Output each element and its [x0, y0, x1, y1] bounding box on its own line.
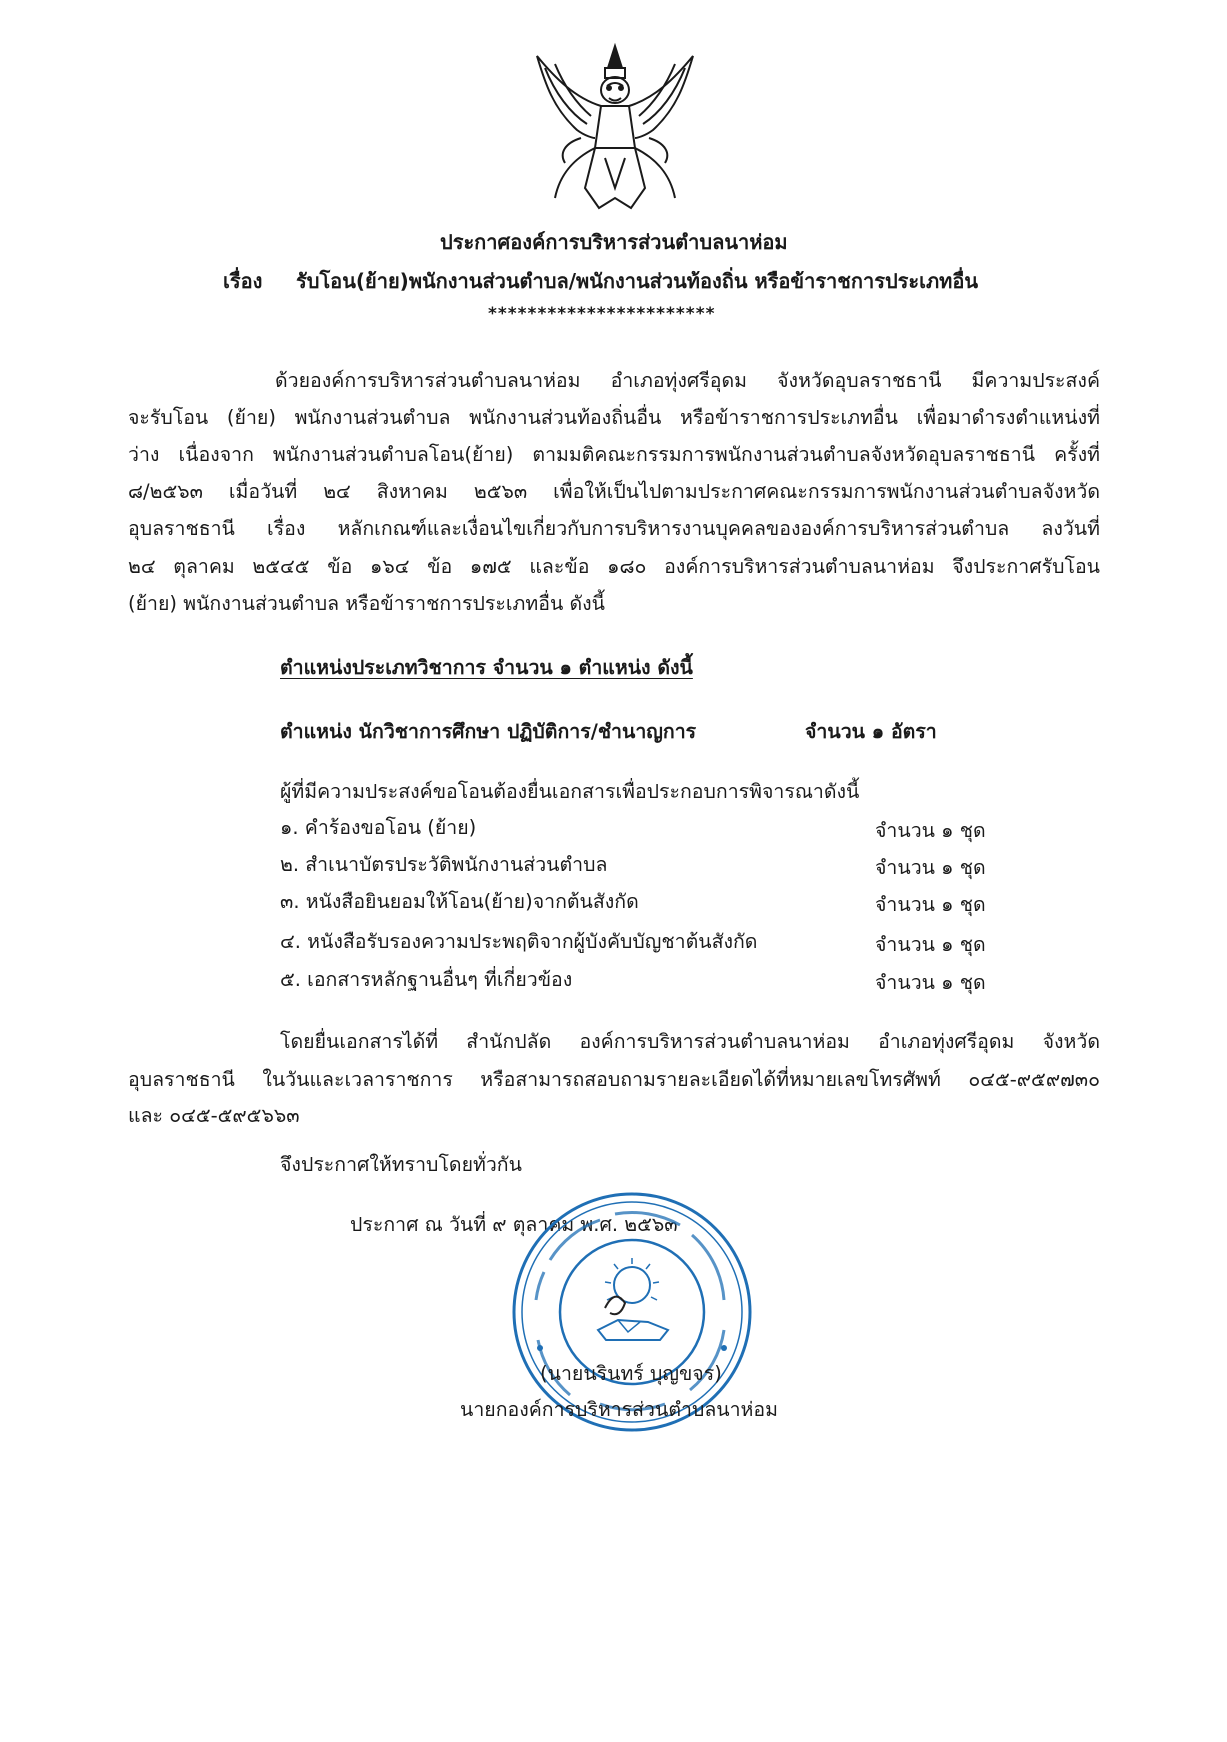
document-qty-3: จำนวน ๑ ชุด: [875, 893, 986, 916]
subject-text: รับโอน(ย้าย)พนักงานส่วนตำบล/พนักงานส่วนท้องถิ่น หรือข้าราชการประเภทอื่น: [296, 269, 979, 293]
paragraph-line-6: ๒๔ ตุลาคม ๒๕๔๕ ข้อ ๑๖๔ ข้อ ๑๗๕ และข้อ ๑๘๐ องค์การบริหารส่วนตำบลนาห่อม จึงประกาศรับโอน: [128, 555, 1100, 578]
submission-line-2: อุบลราชธานี ในวันและเวลาราชการ หรือสามารถสอบถามรายละเอียดได้ที่หมายเลขโทรศัพท์ ๐๔๕-๙๕๙๗๓๐: [128, 1068, 1100, 1091]
position-label: ตำแหน่ง นักวิชาการศึกษา ปฏิบัติการ/ชำนาญการ: [280, 720, 697, 743]
document-qty-1: จำนวน ๑ ชุด: [875, 819, 986, 842]
section-heading: ตำแหน่งประเภทวิชาการ จำนวน ๑ ตำแหน่ง ดังนี้: [280, 656, 693, 679]
paragraph-line-2: จะรับโอน (ย้าย) พนักงานส่วนตำบล พนักงานส่วนท้องถิ่นอื่น หรือข้าราชการประเภทอื่น เพื่อมาดำรงตำแหน่งที่: [128, 406, 1100, 429]
document-qty-5: จำนวน ๑ ชุด: [875, 971, 986, 994]
submission-line-3: และ ๐๔๕-๕๙๕๖๖๓: [128, 1104, 300, 1127]
document-qty-2: จำนวน ๑ ชุด: [875, 856, 986, 879]
paragraph-line-1: ด้วยองค์การบริหารส่วนตำบลนาห่อม อำเภอทุ่งศรีอุดม จังหวัดอุบลราชธานี มีความประสงค์: [275, 369, 1100, 392]
submission-line-1: โดยยื่นเอกสารได้ที่ สำนักปลัด องค์การบริหารส่วนตำบลนาห่อม อำเภอทุ่งศรีอุดม จังหวัด: [280, 1030, 1100, 1053]
closing-text: จึงประกาศให้ทราบโดยทั่วกัน: [280, 1153, 522, 1176]
paragraph-line-7: (ย้าย) พนักงานส่วนตำบล หรือข้าราชการประเภทอื่น ดังนี้: [128, 592, 605, 615]
garuda-emblem-icon: [525, 38, 705, 218]
document-item-4: ๔. หนังสือรับรองความประพฤติจากผู้บังคับบัญชาต้นสังกัด: [280, 930, 758, 953]
document-item-2: ๒. สำเนาบัตรประวัติพนักงานส่วนตำบล: [280, 853, 608, 876]
announce-date: ประกาศ ณ วันที่ ๙ ตุลาคม พ.ศ. ๒๕๖๓: [350, 1213, 678, 1236]
paragraph-line-4: ๘/๒๕๖๓ เมื่อวันที่ ๒๔ สิงหาคม ๒๕๖๓ เพื่อให้เป็นไปตามประกาศคณะกรรมการพนักงานส่วนตำบลจังหวัด: [128, 480, 1100, 503]
documents-intro: ผู้ที่มีความประสงค์ขอโอนต้องยื่นเอกสารเพื่อประกอบการพิจารณาดังนี้: [280, 780, 860, 803]
signer-name: (นายนรินทร์ บุญขจร): [540, 1362, 722, 1385]
position-count: จำนวน ๑ อัตรา: [805, 720, 937, 743]
signer-title: นายกองค์การบริหารส่วนตำบลนาห่อม: [460, 1398, 778, 1421]
document-item-5: ๕. เอกสารหลักฐานอื่นๆ ที่เกี่ยวข้อง: [280, 968, 573, 991]
document-item-3: ๓. หนังสือยินยอมให้โอน(ย้าย)จากต้นสังกัด: [280, 890, 639, 913]
document-qty-4: จำนวน ๑ ชุด: [875, 933, 986, 956]
header-divider: ***********************: [488, 304, 716, 324]
paragraph-line-5: อุบลราชธานี เรื่อง หลักเกณฑ์และเงื่อนไขเกี่ยวกับการบริหารงานบุคคลขององค์การบริหารส่วนตำบล ลงวันที่: [128, 517, 1100, 540]
subject-label: เรื่อง: [223, 269, 263, 293]
document-item-1: ๑. คำร้องขอโอน (ย้าย): [280, 816, 477, 839]
document-title: ประกาศองค์การบริหารส่วนตำบลนาห่อม: [440, 230, 788, 254]
paragraph-line-3: ว่าง เนื่องจาก พนักงานส่วนตำบลโอน(ย้าย) ตามมติคณะกรรมการพนักงานส่วนตำบลจังหวัดอุบลราชธานี ครั้งที่: [128, 443, 1100, 466]
